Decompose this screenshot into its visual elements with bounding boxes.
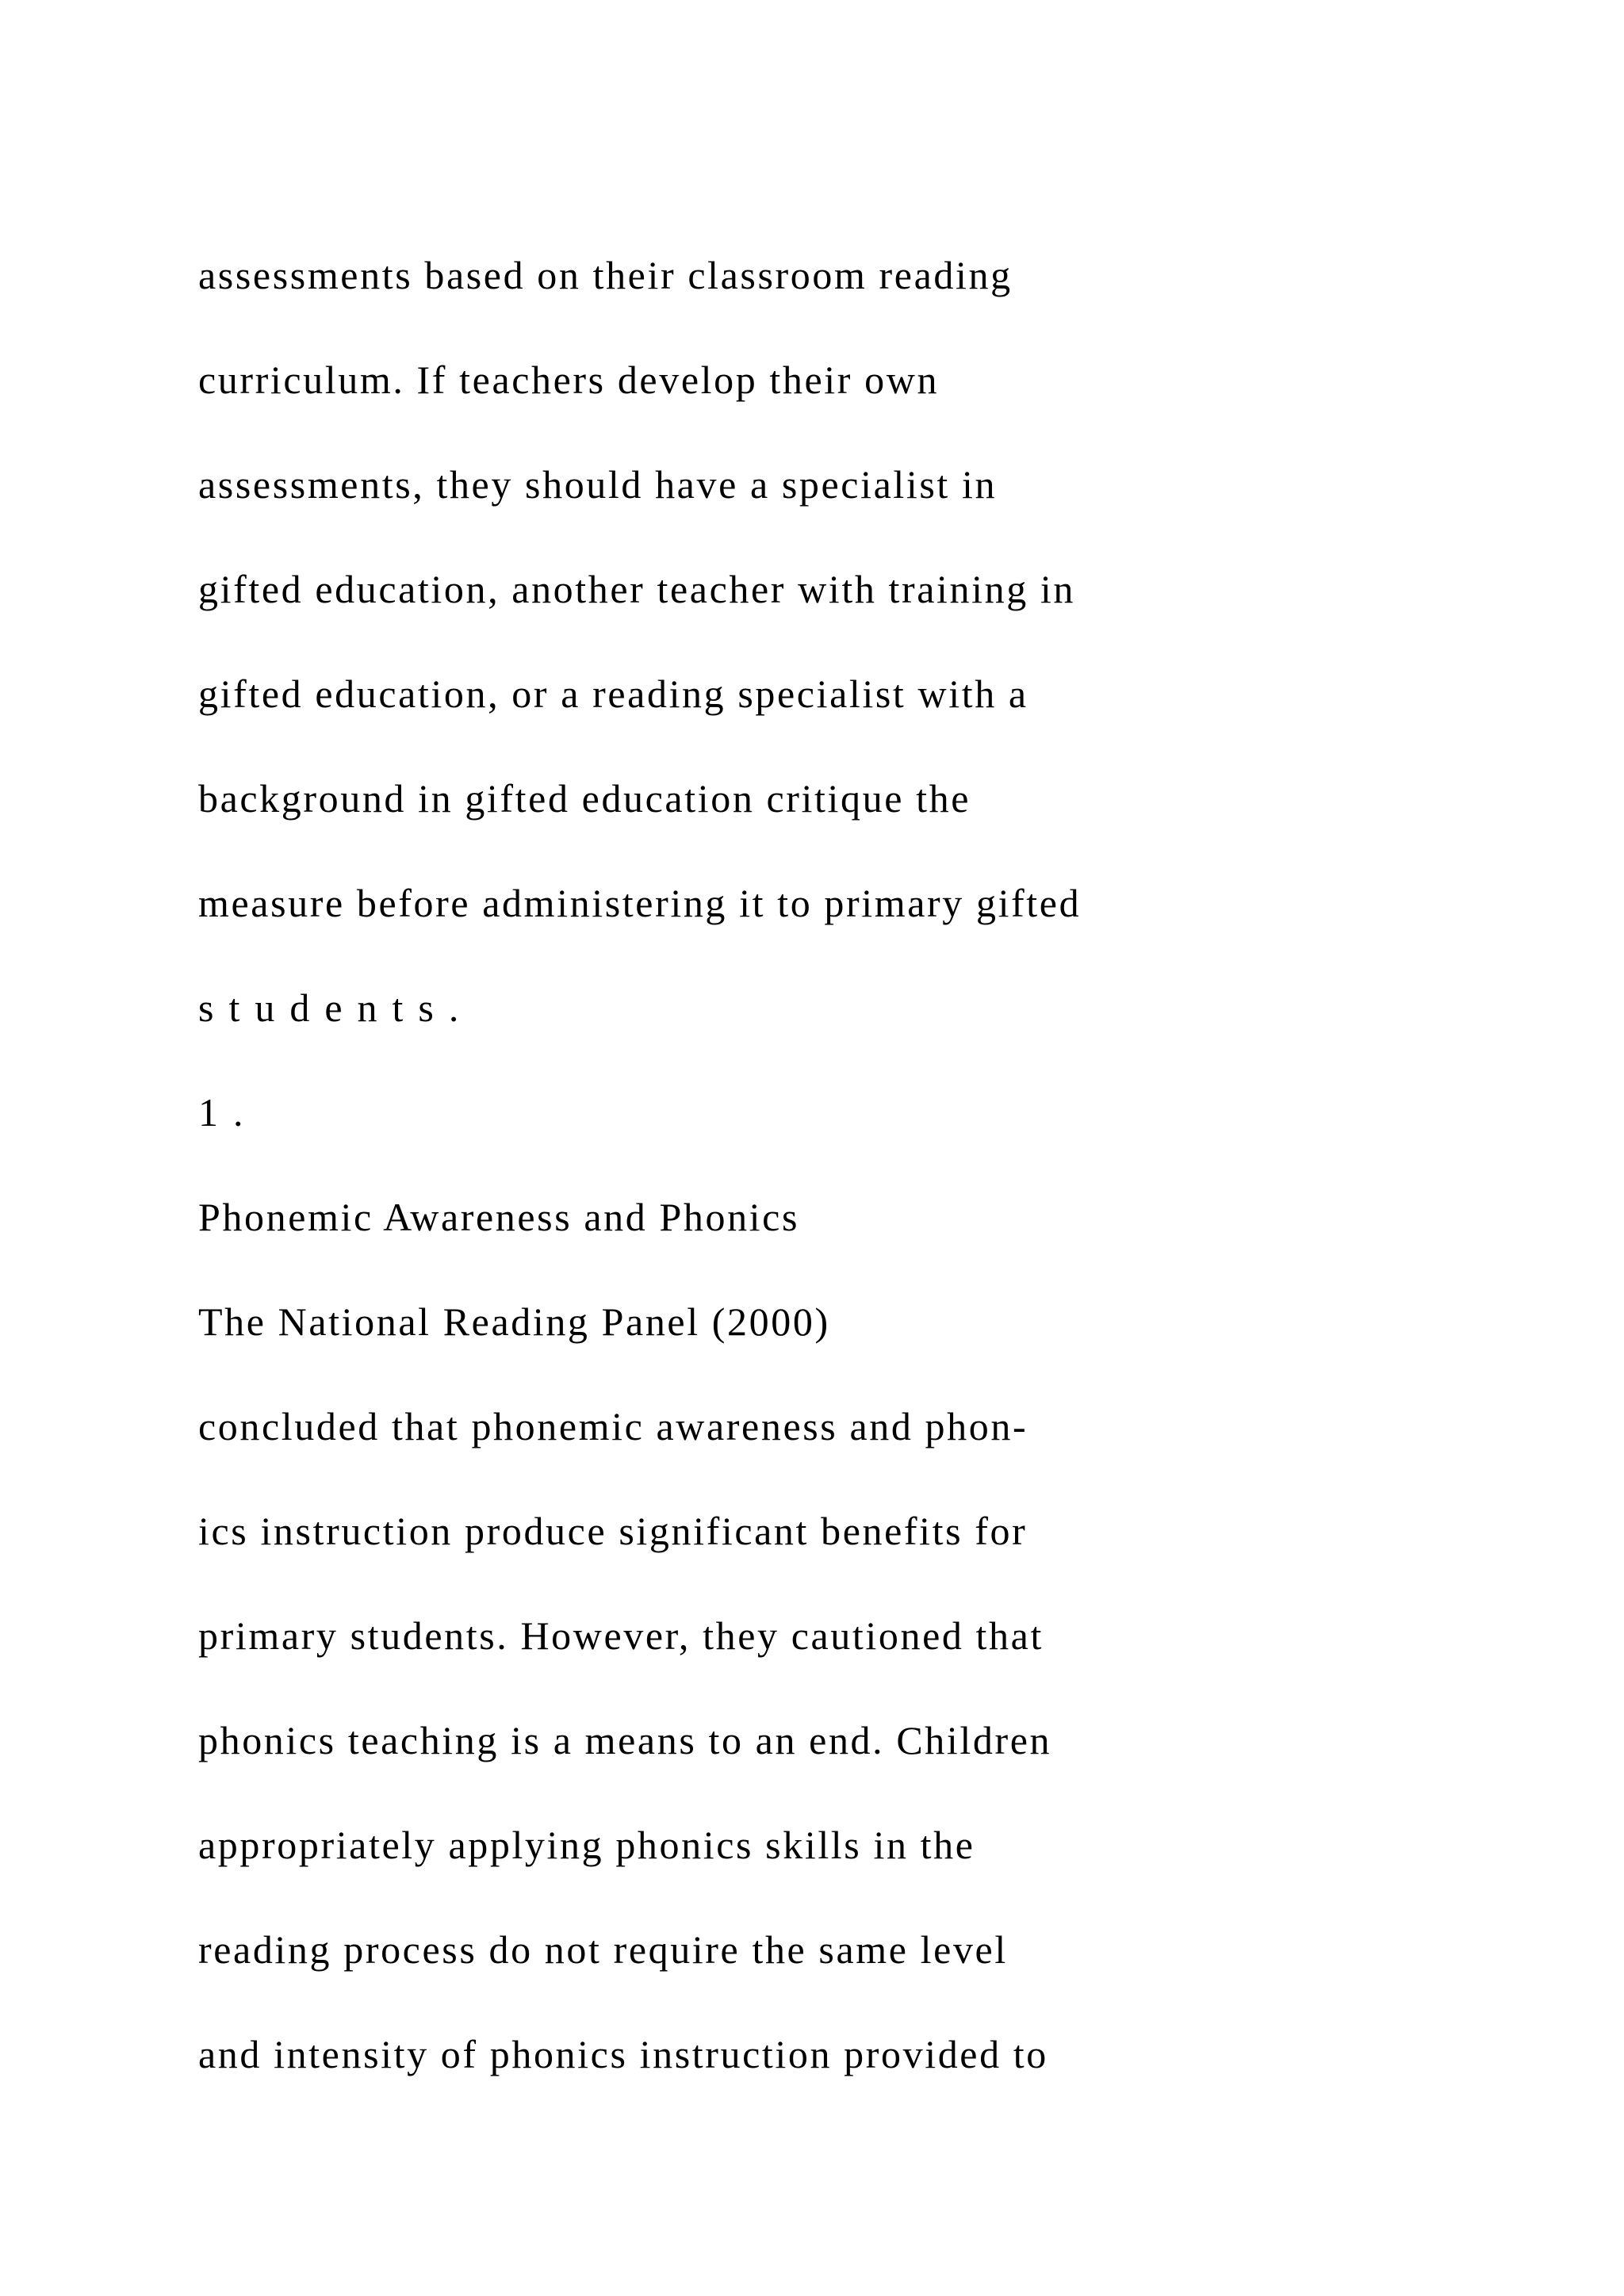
text-line: ics instruction produce significant benefits for (198, 1509, 1028, 1553)
text-line: and intensity of phonics instruction provided to (198, 2032, 1048, 2076)
text-line: primary students. However, they cautioned that (198, 1613, 1044, 1658)
body-text (198, 249, 1435, 2133)
text-line: The National Reading Panel (2000) (198, 1299, 830, 1344)
text-line: reading process do not require the same level (198, 1927, 1008, 1972)
text-line: phonics teaching is a means to an end. Children (198, 1718, 1052, 1762)
text-line: curriculum. If teachers develop their own (198, 358, 940, 402)
text-line: concluded that phonemic awareness and phon- (198, 1404, 1028, 1448)
text-line: appropriately applying phonics skills in the (198, 1823, 975, 1867)
text-line: assessments, they should have a specialist in (198, 462, 998, 507)
text-line: gifted education, another teacher with training in (198, 567, 1076, 611)
text-line: measure before administering it to primary gifted (198, 881, 1082, 925)
section-heading: Phonemic Awareness and Phonics (198, 1195, 800, 1239)
text-line: gifted education, or a reading specialist with a (198, 672, 1028, 716)
text-line: background in gifted education critique the (198, 776, 971, 821)
list-number: 1. (198, 1090, 259, 1135)
text-line: students. (198, 985, 474, 1030)
text-line: assessments based on their classroom reading (198, 253, 1013, 297)
